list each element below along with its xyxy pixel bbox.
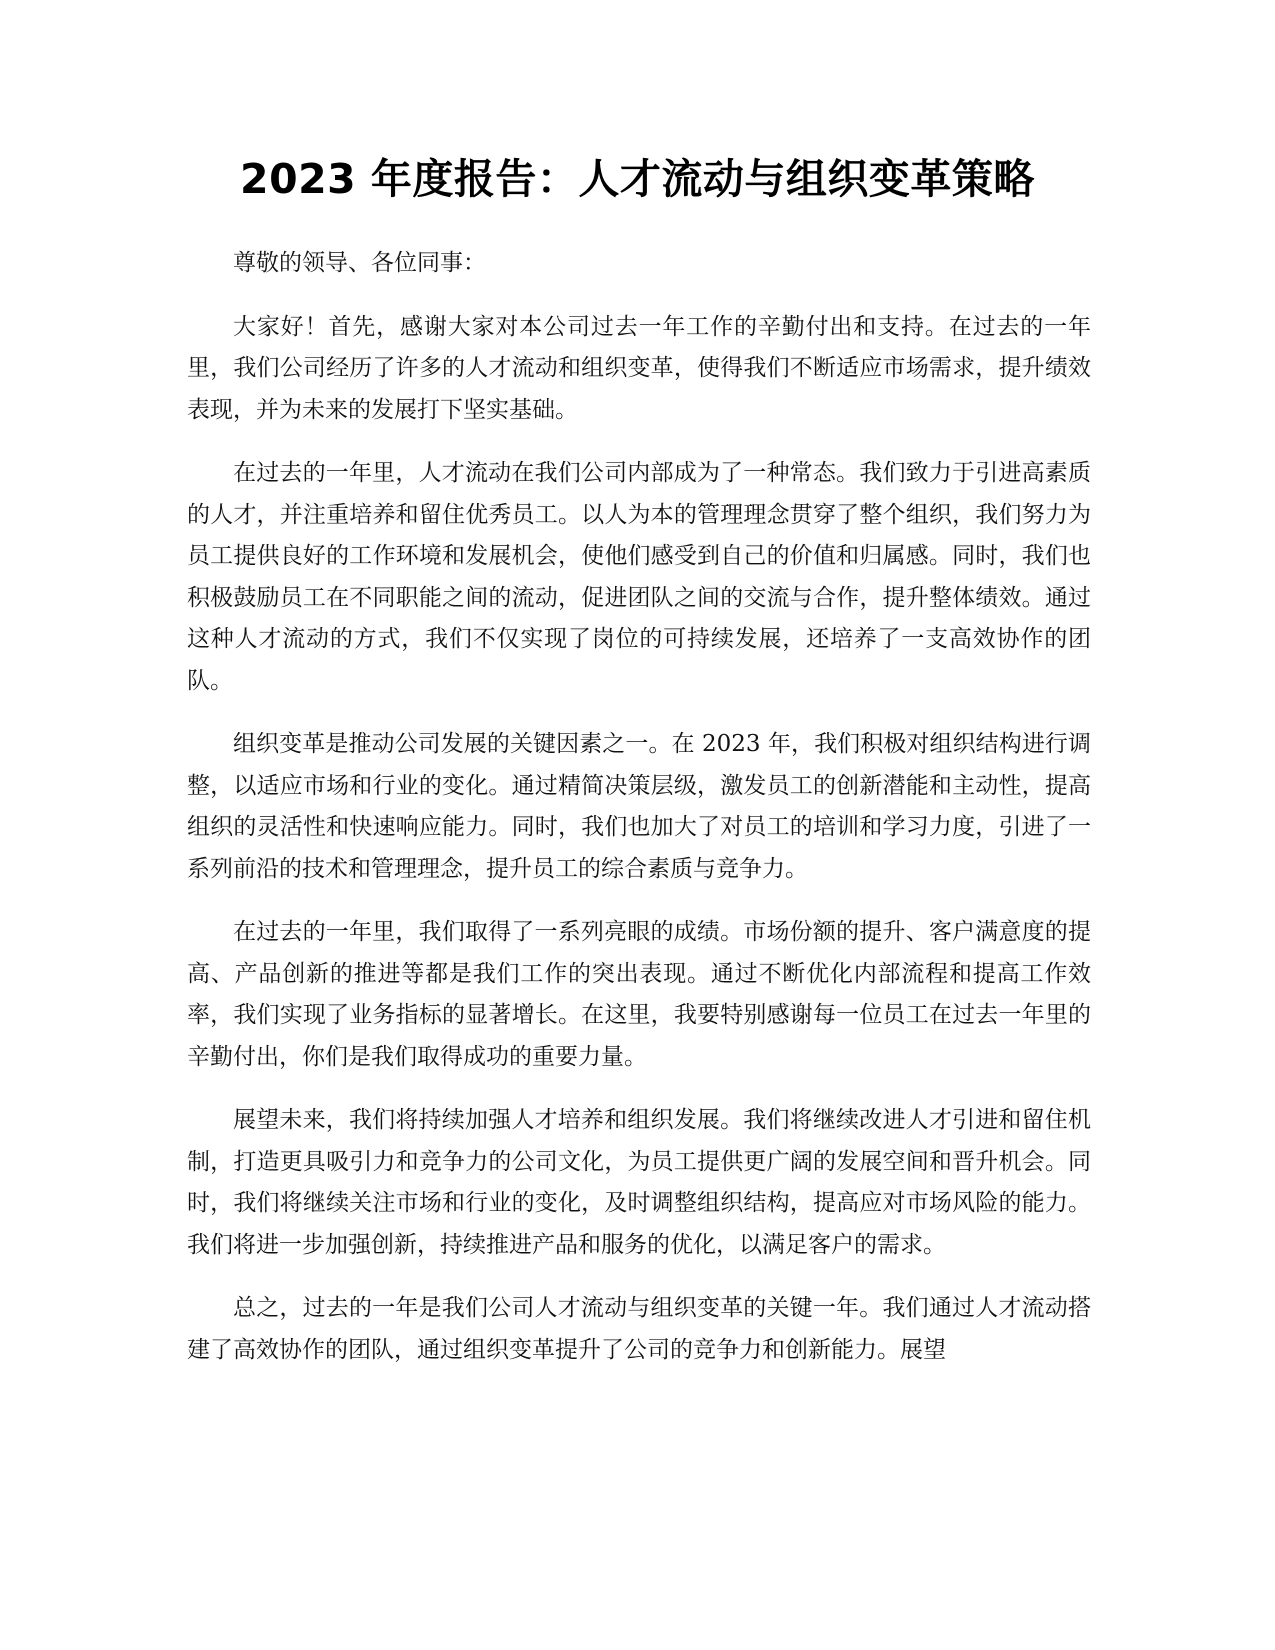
paragraph-4: 在过去的一年里，我们取得了一系列亮眼的成绩。市场份额的提升、客户满意度的提高、产品创新的推进等都是我们工作的突出表现。通过不断优化内部流程和提高工作效率，我们实现了业务指标的显著增长。在这里，我要特别感谢每一位员工在过去一年里的辛勤付出，你们是我们取得成功的重要力量。 [187,919,1091,1070]
paragraph-6: 总之，过去的一年是我们公司人才流动与组织变革的关键一年。我们通过人才流动搭建了高效协作的团队，通过组织变革提升了公司的竞争力和创新能力。展望 [187,1295,1091,1363]
document-body [187,243,1091,1393]
paragraph-5: 展望未来，我们将持续加强人才培养和组织发展。我们将继续改进人才引进和留住机制，打造更具吸引力和竞争力的公司文化，为员工提供更广阔的发展空间和晋升机会。同时，我们将继续关注市场和行业的变化，及时调整组织结构，提高应对市场风险的能力。我们将进一步加强创新，持续推进产品和服务的优化，以满足客户的需求。 [187,1107,1091,1258]
salutation: 尊敬的领导、各位同事： [233,250,486,276]
document-title: 2023 年度报告：人才流动与组织变革策略 [240,155,1035,203]
paragraph-2: 在过去的一年里，人才流动在我们公司内部成为了一种常态。我们致力于引进高素质的人才，并注重培养和留住优秀员工。以人为本的管理理念贯穿了整个组织，我们努力为员工提供良好的工作环境和发展机会，使他们感受到自己的价值和归属感。同时，我们也积极鼓励员工在不同职能之间的流动，促进团队之间的交流与合作，提升整体绩效。通过这种人才流动的方式，我们不仅实现了岗位的可持续发展，还培养了一支高效协作的团队。 [187,460,1091,694]
paragraph-3: 组织变革是推动公司发展的关键因素之一。在 2023 年，我们积极对组织结构进行调整，以适应市场和行业的变化。通过精简决策层级，激发员工的创新潜能和主动性，提高组织的灵活性和快速响应能力。同时，我们也加大了对员工的培训和学习力度，引进了一系列前沿的技术和管理理念，提升员工的综合素质与竞争力。 [187,731,1091,882]
paragraph-1: 大家好！首先，感谢大家对本公司过去一年工作的辛勤付出和支持。在过去的一年里，我们公司经历了许多的人才流动和组织变革，使得我们不断适应市场需求，提升绩效表现，并为未来的发展打下坚实基础。 [187,313,1091,423]
